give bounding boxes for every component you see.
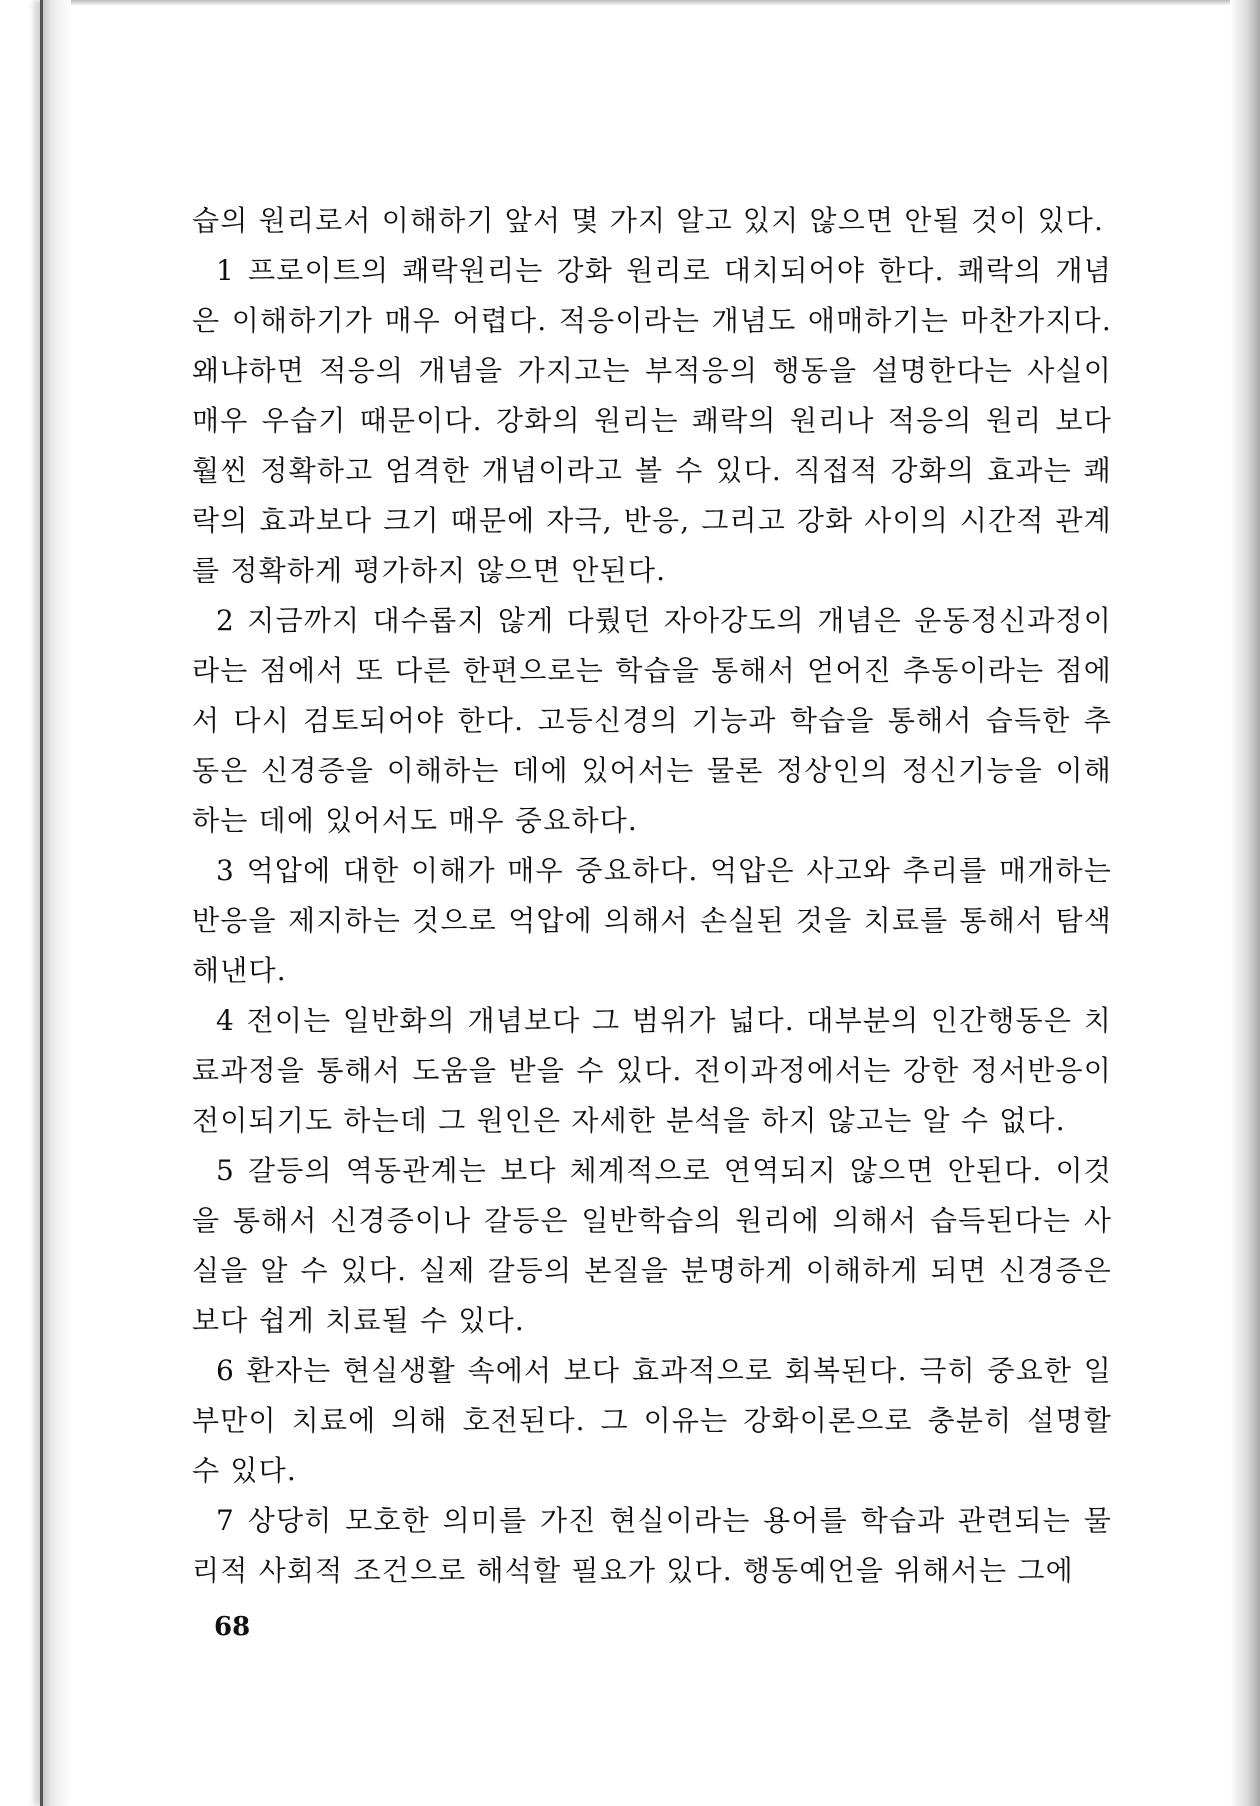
- body-text: [192, 196, 1112, 1596]
- page-number: 68: [214, 1612, 251, 1642]
- paragraph-item-4: 4 전이는 일반화의 개념보다 그 범위가 넓다. 대부분의 인간행동은 치료과정을 통해서 도움을 받을 수 있다. 전이과정에서는 강한 정서반응이 전이되기도 하는데 그 원인은 자세한 분석을 하지 않고는 알 수 없다.: [192, 1004, 1112, 1137]
- page-top-edge: [40, 0, 1260, 6]
- paragraph-item-1: 1 프로이트의 쾌락원리는 강화 원리로 대치되어야 한다. 쾌락의 개념은 이해하기가 매우 어렵다. 적응이라는 개념도 애매하기는 마찬가지다. 왜냐하면 적응의 개념을 가지고는 부적응의 행동을 설명한다는 사실이 매우 우습기 때문이다. 강화의 원리는 쾌락의 원리나 적응의 원리 보다 훨씬 정확하고 엄격한 개념이라고 볼 수 있다. 직접적 강화의 효과는 쾌락의 효과보다 크기 때문에 자극, 반응, 그리고 강화 사이의 시간적 관계를 정확하게 평가하지 않으면 안된다.: [192, 254, 1112, 587]
- paragraph-item-3: 3 억압에 대한 이해가 매우 중요하다. 억압은 사고와 추리를 매개하는 반응을 제지하는 것으로 억압에 의해서 손실된 것을 치료를 통해서 탐색해낸다.: [192, 854, 1112, 987]
- paragraph-item-5: 5 갈등의 역동관계는 보다 체계적으로 연역되지 않으면 안된다. 이것을 통해서 신경증이나 갈등은 일반학습의 원리에 의해서 습득된다는 사실을 알 수 있다. 실제 갈등의 본질을 분명하게 이해하게 되면 신경증은 보다 쉽게 치료될 수 있다.: [192, 1154, 1112, 1337]
- page-left-edge: [40, 0, 71, 1806]
- page-right-edge-shadow: [1230, 0, 1260, 1806]
- paragraph-item-2: 2 지금까지 대수롭지 않게 다뤘던 자아강도의 개념은 운동정신과정이라는 점에서 또 다른 한편으로는 학습을 통해서 얻어진 추동이라는 점에서 다시 검토되어야 한다. 고등신경의 기능과 학습을 통해서 습득한 추동은 신경증을 이해하는 데에 있어서는 물론 정상인의 정신기능을 이해하는 데에 있어서도 매우 중요하다.: [192, 604, 1112, 837]
- paragraph-continuation: 습의 원리로서 이해하기 앞서 몇 가지 알고 있지 않으면 안될 것이 있다.: [192, 204, 1105, 237]
- paragraph-item-6: 6 환자는 현실생활 속에서 보다 효과적으로 회복된다. 극히 중요한 일부만이 치료에 의해 호전된다. 그 이유는 강화이론으로 충분히 설명할 수 있다.: [192, 1354, 1112, 1487]
- paragraph-item-7: 7 상당히 모호한 의미를 가진 현실이라는 용어를 학습과 관련되는 물리적 사회적 조건으로 해석할 필요가 있다. 행동예언을 위해서는 그에: [192, 1504, 1112, 1587]
